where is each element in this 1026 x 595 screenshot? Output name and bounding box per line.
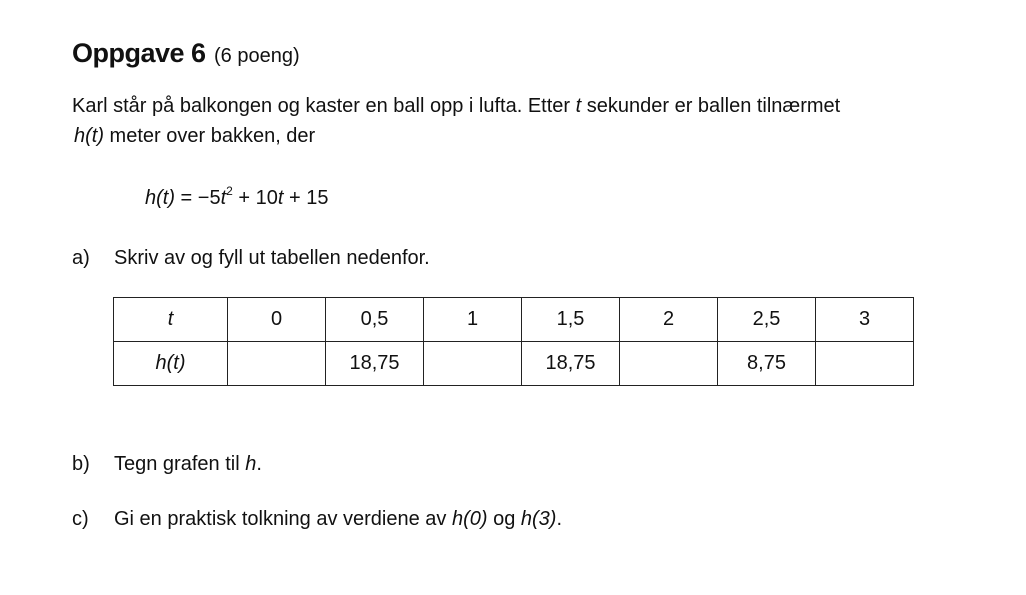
table-cell — [816, 342, 914, 386]
table-cell: 18,75 — [522, 342, 620, 386]
formula-exponent: 2 — [226, 184, 233, 198]
table-cell: 3 — [816, 298, 914, 342]
intro-function-h: h(t) — [74, 125, 104, 147]
table-cell: 1,5 — [522, 298, 620, 342]
question-text: og — [487, 508, 521, 530]
question-text: Gi en praktisk tolkning av verdiene av — [114, 508, 452, 530]
task-intro — [72, 91, 840, 151]
question-text: . — [556, 508, 563, 530]
question-text: Tegn grafen til — [114, 453, 246, 475]
intro-text: Karl står på balkongen og kaster en ball opp i lufta. Etter — [72, 95, 576, 117]
formula-term: + 15 — [283, 187, 329, 209]
intro-text: meter over bakken, der — [104, 125, 316, 147]
table-cell — [424, 342, 522, 386]
table-cell: 1 — [424, 298, 522, 342]
task-title: Oppgave 6 — [72, 38, 206, 68]
question-label: a) — [72, 247, 90, 269]
intro-line-2 — [72, 121, 840, 151]
formula-variable: t — [277, 187, 284, 209]
value-table — [113, 297, 914, 386]
question-function: h(3) — [520, 508, 557, 530]
question-function: h — [245, 453, 257, 475]
table-cell: 0,5 — [326, 298, 424, 342]
table-header-t: t — [114, 298, 228, 342]
question-b — [72, 449, 262, 479]
table-row-t — [114, 298, 914, 342]
task-heading — [72, 38, 300, 69]
formula-term: + 10 — [232, 187, 278, 209]
table-cell — [620, 342, 718, 386]
table-cell — [228, 342, 326, 386]
question-text: . — [256, 453, 262, 475]
question-label: b) — [72, 453, 90, 475]
question-a — [72, 243, 430, 273]
intro-variable-t: t — [575, 95, 582, 117]
question-function: h(0) — [451, 508, 488, 530]
formula-term: = −5 — [175, 187, 221, 209]
task-points: (6 poeng) — [214, 45, 300, 67]
intro-text: sekunder er ballen tilnærmet — [581, 95, 841, 117]
table-cell: 0 — [228, 298, 326, 342]
table-cell: 18,75 — [326, 342, 424, 386]
question-c — [72, 504, 562, 534]
table-cell: 2,5 — [718, 298, 816, 342]
table-header-h: h(t) — [114, 342, 228, 386]
question-text: Skriv av og fyll ut tabellen nedenfor. — [114, 247, 430, 269]
question-label: c) — [72, 508, 89, 530]
formula-lhs: h(t) — [145, 187, 175, 209]
table-cell: 8,75 — [718, 342, 816, 386]
function-formula — [145, 184, 329, 210]
formula-variable: t — [220, 187, 227, 209]
table-row-h — [114, 342, 914, 386]
table-cell: 2 — [620, 298, 718, 342]
